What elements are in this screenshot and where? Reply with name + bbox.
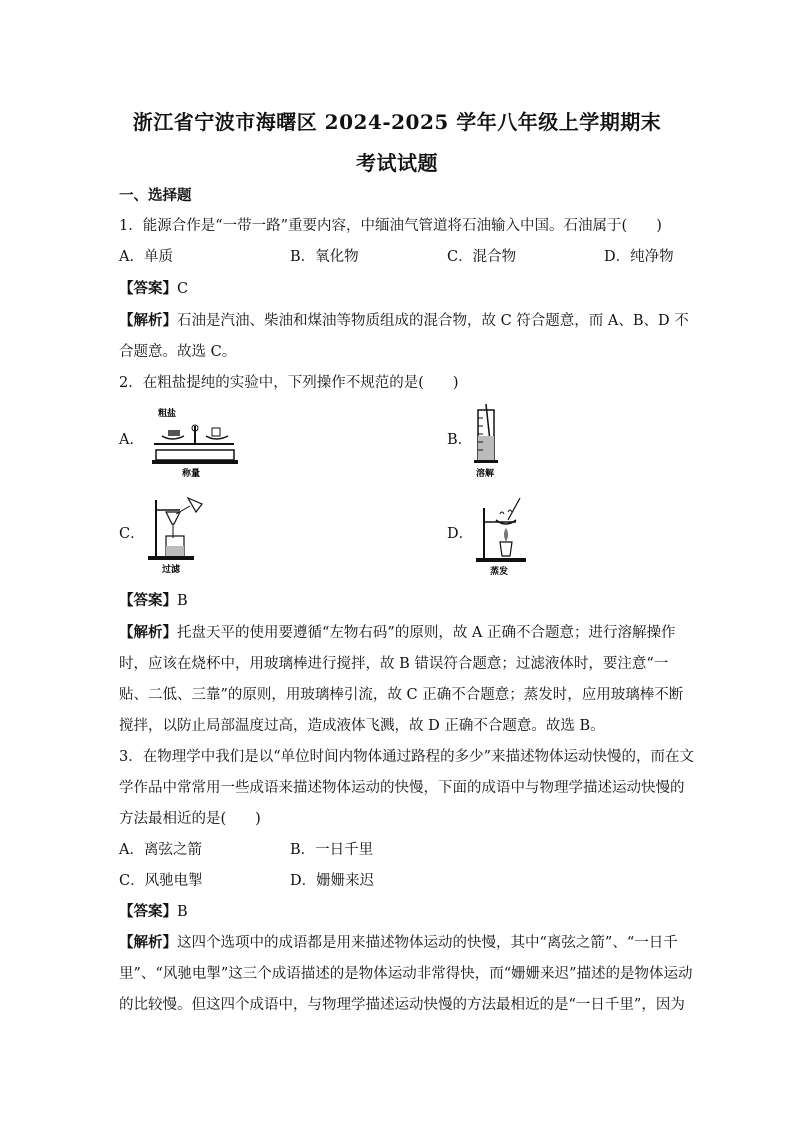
figure-dissolving <box>468 400 508 480</box>
figure-c-caption: 过滤 <box>162 565 181 574</box>
q3-analysis-line-2: 里”、“风驰电掣”这三个成语描述的是物体运动非常得快，而“姗姗来迟”描述的是物体运动 <box>119 966 693 982</box>
q3-option-a: A．离弦之箭 <box>119 842 202 858</box>
q2-analysis-line-2: 时，应该在烧杯中，用玻璃棒进行搅拌，故 B 错误符合题意；过滤液体时，要注意“一 <box>119 656 669 672</box>
figure-filtering <box>144 492 210 574</box>
q1-analysis-text-1: 石油是汽油、柴油和煤油等物质组成的混合物，故 C 符合题意，而 A、B、D 不 <box>177 313 689 329</box>
q2-stem: 2．在粗盐提纯的实验中，下列操作不规范的是( ) <box>119 375 459 391</box>
q3-analysis-line-1 <box>119 933 679 953</box>
q3-stem-line-2: 学作品中常常用一些成语来描述物体运动的快慢，下面的成语中与物理学描述运动快慢的 <box>119 780 685 796</box>
q1-analysis-line-2: 合题意。故选 C。 <box>119 344 237 360</box>
filtration-apparatus-icon <box>144 492 210 574</box>
q2-analysis-label: 【解析】 <box>119 624 177 641</box>
q3-option-c: C．风驰电掣 <box>119 873 203 889</box>
balance-scale-icon <box>150 404 240 478</box>
q2-analysis-line-3: 贴、二低、三靠”的原则，用玻璃棒引流，故 C 正确不合题意；蒸发时，应用玻璃棒不断 <box>119 687 684 703</box>
q3-option-d: D．姗姗来迟 <box>290 873 375 889</box>
q2-answer <box>119 591 679 611</box>
figure-d-caption: 蒸发 <box>490 567 509 576</box>
q2-answer-label: 【答案】 <box>119 592 177 609</box>
q2-answer-value: B <box>177 593 188 609</box>
document-title-line-1: 浙江省宁波市海曙区 2024-2025 学年八年级上学期期末 <box>132 110 662 134</box>
q1-option-a: A．单质 <box>119 249 173 265</box>
measuring-cylinder-icon <box>468 400 508 480</box>
figure-b-caption: 溶解 <box>476 469 495 479</box>
q2-option-d: D． <box>447 526 474 542</box>
q3-stem-line-3: 方法最相近的是( ) <box>119 811 261 827</box>
q1-answer <box>119 279 679 299</box>
q3-analysis-line-3: 的比较慢。但这四个成语中，与物理学描述运动快慢的方法最相近的是“一日千里”，因为 <box>119 997 685 1013</box>
q3-answer-label: 【答案】 <box>119 903 177 920</box>
figure-a-caption: 称量 <box>182 469 201 478</box>
q1-analysis-label: 【解析】 <box>119 312 177 329</box>
q2-analysis-line-4: 搅拌，以防止局部温度过高，造成液体飞溅，故 D 正确不合题意。故选 B。 <box>119 718 605 734</box>
figure-weighing <box>150 404 240 478</box>
q1-option-c: C．混合物 <box>447 249 517 265</box>
q3-stem-line-1: 3．在物理学中我们是以“单位时间内物体通过路程的多少”来描述物体运动快慢的，而在文 <box>119 749 695 765</box>
q3-answer <box>119 902 679 922</box>
q1-option-b: B．氧化物 <box>290 249 359 265</box>
evaporation-apparatus-icon <box>474 494 534 576</box>
q1-answer-value: C <box>177 281 189 297</box>
q1-answer-label: 【答案】 <box>119 280 177 297</box>
q1-analysis-line-1 <box>119 311 689 331</box>
document-title-line-2: 考试试题 <box>356 151 438 175</box>
q3-analysis-label: 【解析】 <box>119 934 177 951</box>
q1-stem: 1．能源合作是“一带一路”重要内容，中缅油气管道将石油输入中国。石油属于( ) <box>119 218 662 234</box>
q3-answer-value: B <box>177 904 188 920</box>
q2-analysis-line-1 <box>119 623 679 643</box>
q2-analysis-text-1: 托盘天平的使用要遵循“左物右码”的原则，故 A 正确不合题意；进行溶解操作 <box>177 625 676 641</box>
figure-evaporating <box>474 494 534 576</box>
q2-option-b: B． <box>447 432 473 448</box>
q1-option-d: D．纯净物 <box>604 249 674 265</box>
q2-option-a: A． <box>119 432 144 448</box>
q3-analysis-text-1: 这四个选项中的成语都是用来描述物体运动的快慢，其中“离弦之箭”、“一日千 <box>177 935 678 951</box>
figure-a-top-label: 粗盐 <box>158 409 177 419</box>
q3-option-b: B．一日千里 <box>290 842 374 858</box>
q2-option-c: C． <box>119 526 145 542</box>
section-heading: 一、选择题 <box>119 187 192 204</box>
